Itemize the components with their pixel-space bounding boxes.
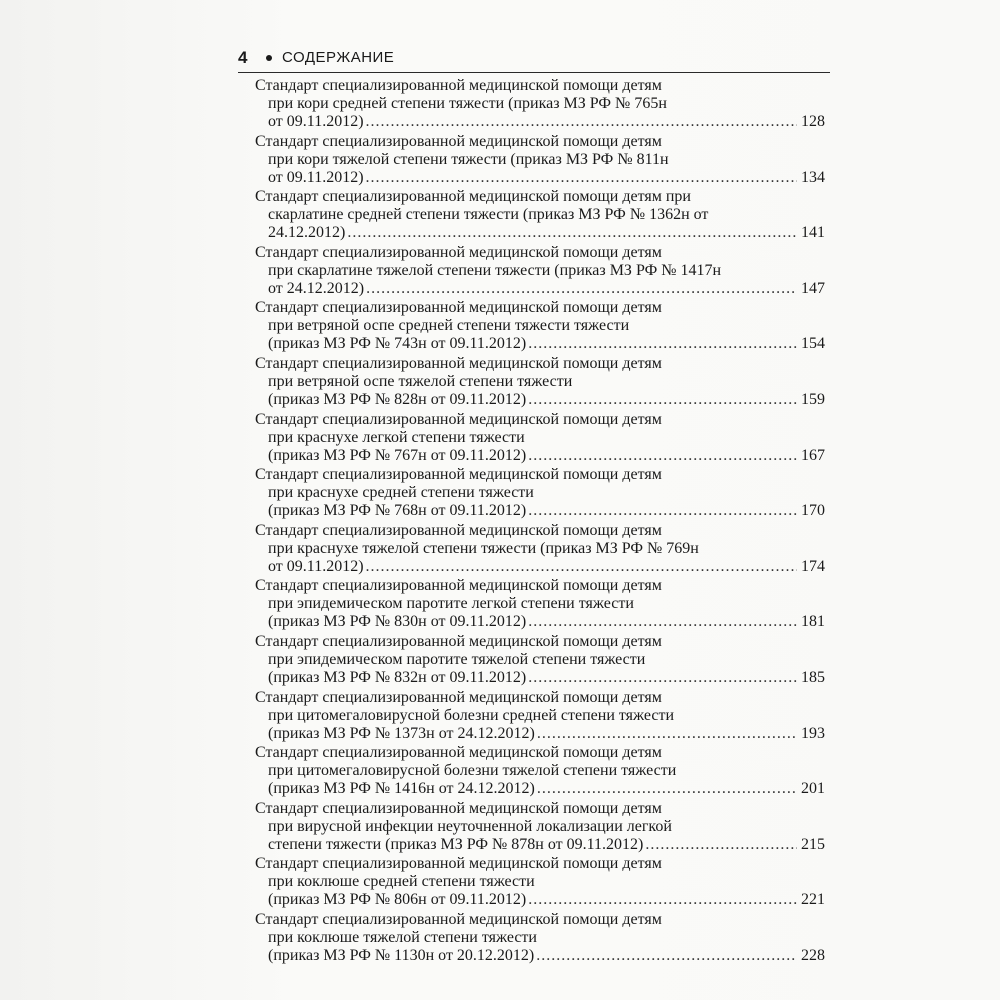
toc-entry-line: при коклюше тяжелой степени тяжести	[268, 928, 537, 946]
toc-entry-line: при эпидемическом паротите легкой степени тяжести	[268, 595, 634, 613]
toc-entry[interactable]	[255, 577, 825, 633]
toc-entry-line: от 09.11.2012)	[268, 113, 364, 130]
dot-leader	[528, 447, 797, 465]
toc-entry[interactable]	[255, 744, 825, 800]
toc-entry[interactable]	[255, 911, 825, 967]
toc-entry-line: (приказ МЗ РФ № 1373н от 24.12.2012)	[268, 724, 535, 742]
toc-entry-line: при вирусной инфекции неуточненной локализации легкой	[268, 817, 672, 835]
toc-page-number: 181	[801, 613, 825, 631]
toc-entry[interactable]	[255, 244, 825, 300]
toc-entry-line: при ветряной оспе тяжелой степени тяжести	[268, 372, 573, 390]
toc-entry[interactable]	[255, 689, 825, 745]
toc-entry[interactable]	[255, 77, 825, 133]
toc-entry-line: (приказ МЗ РФ № 806н от 09.11.2012)	[268, 891, 527, 909]
dot-leader	[366, 113, 797, 131]
dot-leader	[366, 169, 797, 187]
toc-entry[interactable]	[255, 633, 825, 689]
toc-entry-line: скарлатине средней степени тяжести (приказ МЗ РФ № 1362н от	[268, 206, 709, 224]
toc-entry-line: Стандарт специализированной медицинской помощи детям	[255, 577, 662, 595]
toc-page-number: 201	[801, 780, 825, 798]
toc-page-number: 185	[801, 668, 825, 686]
toc-entry-line: Стандарт специализированной медицинской помощи детям	[255, 799, 662, 817]
dot-leader	[528, 891, 797, 909]
toc-entry-line: при кори средней степени тяжести (приказ МЗ РФ № 765н	[268, 95, 667, 112]
toc-entry-line: Стандарт специализированной медицинской помощи детям	[255, 354, 662, 372]
toc-entry-line: Стандарт специализированной медицинской помощи детям	[255, 410, 662, 428]
toc-entry-line: от 09.11.2012)	[268, 168, 364, 186]
toc-entry-line: (приказ МЗ РФ № 832н от 09.11.2012)	[268, 668, 527, 686]
toc-entry-line: от 24.12.2012)	[268, 279, 365, 297]
toc-entry[interactable]	[255, 522, 825, 578]
dot-leader	[366, 558, 797, 576]
dot-leader	[537, 780, 797, 798]
toc-entry-line: (приказ МЗ РФ № 830н от 09.11.2012)	[268, 613, 527, 631]
toc-entry-line: (приказ МЗ РФ № 828н от 09.11.2012)	[268, 390, 527, 408]
toc-entry-line: (приказ МЗ РФ № 1130н от 20.12.2012)	[268, 946, 535, 964]
toc-entry-line: при коклюше средней степени тяжести	[268, 873, 535, 891]
dot-leader	[528, 502, 797, 520]
toc-page-number: 215	[801, 835, 825, 853]
toc-page-number: 154	[801, 335, 825, 353]
toc-entry-line: от 09.11.2012)	[268, 557, 364, 575]
dot-leader	[528, 613, 797, 631]
toc-entry-line: при скарлатине тяжелой степени тяжести (приказ МЗ РФ № 1417н	[268, 261, 722, 279]
toc-page-number: 134	[801, 168, 825, 186]
toc-entry[interactable]	[255, 355, 825, 411]
toc-entry[interactable]	[255, 133, 825, 189]
toc-entry-line: Стандарт специализированной медицинской помощи детям	[255, 910, 662, 928]
toc-page-number: 167	[801, 446, 825, 464]
toc-entry-line: Стандарт специализированной медицинской помощи детям	[255, 243, 662, 261]
toc-entry-line: (приказ МЗ РФ № 1416н от 24.12.2012)	[268, 780, 535, 798]
toc-entry[interactable]	[255, 299, 825, 355]
toc-entry-line: Стандарт специализированной медицинской помощи детям	[255, 299, 662, 317]
toc-page-number: 170	[801, 502, 825, 520]
toc-page-number: 228	[801, 946, 825, 964]
toc-entry-line: 24.12.2012)	[268, 224, 346, 242]
toc-entry-line: Стандарт специализированной медицинской помощи детям	[255, 132, 662, 150]
toc-page-number: 141	[801, 224, 825, 242]
toc-entry-line: степени тяжести (приказ МЗ РФ № 878н от 09.11.2012)	[268, 835, 644, 853]
toc-entry[interactable]	[255, 188, 825, 244]
dot-leader	[536, 947, 797, 965]
dot-leader	[366, 280, 797, 298]
toc-entry-line: при краснухе легкой степени тяжести	[268, 428, 525, 446]
page-number: 4	[238, 48, 248, 67]
dot-leader	[645, 836, 797, 854]
toc-entry-line: Стандарт специализированной медицинской помощи детям	[255, 632, 662, 650]
toc-entry-line: при эпидемическом паротите тяжелой степени тяжести	[268, 650, 646, 668]
bullet-icon	[266, 55, 272, 61]
toc-entry-line: при краснухе средней степени тяжести	[268, 484, 534, 502]
toc-entry-line: Стандарт специализированной медицинской помощи детям	[255, 466, 662, 484]
table-of-contents	[255, 77, 825, 967]
toc-entry-line: Стандарт специализированной медицинской помощи детям	[255, 744, 662, 762]
toc-entry-line: при кори тяжелой степени тяжести (приказ МЗ РФ № 811н	[268, 150, 669, 168]
toc-entry-line: Стандарт специализированной медицинской помощи детям	[255, 855, 662, 873]
toc-entry[interactable]	[255, 855, 825, 911]
toc-page-number: 221	[801, 891, 825, 909]
toc-entry[interactable]	[255, 466, 825, 522]
toc-entry-line: (приказ МЗ РФ № 743н от 09.11.2012)	[268, 335, 527, 353]
toc-entry-line: при ветряной оспе средней степени тяжести тяжести	[268, 317, 630, 335]
dot-leader	[347, 224, 797, 242]
toc-page-number: 174	[801, 557, 825, 575]
toc-entry-line: при цитомегаловирусной болезни тяжелой степени тяжести	[268, 762, 677, 780]
toc-entry-line: при краснухе тяжелой степени тяжести (приказ МЗ РФ № 769н	[268, 539, 699, 557]
toc-entry-line: при цитомегаловирусной болезни средней степени тяжести	[268, 706, 675, 724]
toc-entry[interactable]	[255, 411, 825, 467]
toc-page-number: 159	[801, 390, 825, 408]
toc-entry-line: (приказ МЗ РФ № 767н от 09.11.2012)	[268, 446, 527, 464]
running-header	[238, 44, 830, 73]
dot-leader	[528, 669, 797, 687]
toc-page-number: 147	[801, 279, 825, 297]
toc-entry-line: Стандарт специализированной медицинской помощи детям при	[255, 188, 691, 206]
toc-entry-line: Стандарт специализированной медицинской помощи детям	[255, 77, 662, 94]
dot-leader	[528, 391, 797, 409]
toc-entry-line: Стандарт специализированной медицинской помощи детям	[255, 688, 662, 706]
toc-entry-line: Стандарт специализированной медицинской помощи детям	[255, 521, 662, 539]
dot-leader	[537, 725, 797, 743]
section-title: СОДЕРЖАНИЕ	[282, 49, 395, 66]
toc-entry-line: (приказ МЗ РФ № 768н от 09.11.2012)	[268, 502, 527, 520]
toc-page-number: 128	[801, 113, 825, 130]
dot-leader	[528, 335, 797, 353]
toc-entry[interactable]	[255, 800, 825, 856]
toc-page-number: 193	[801, 724, 825, 742]
